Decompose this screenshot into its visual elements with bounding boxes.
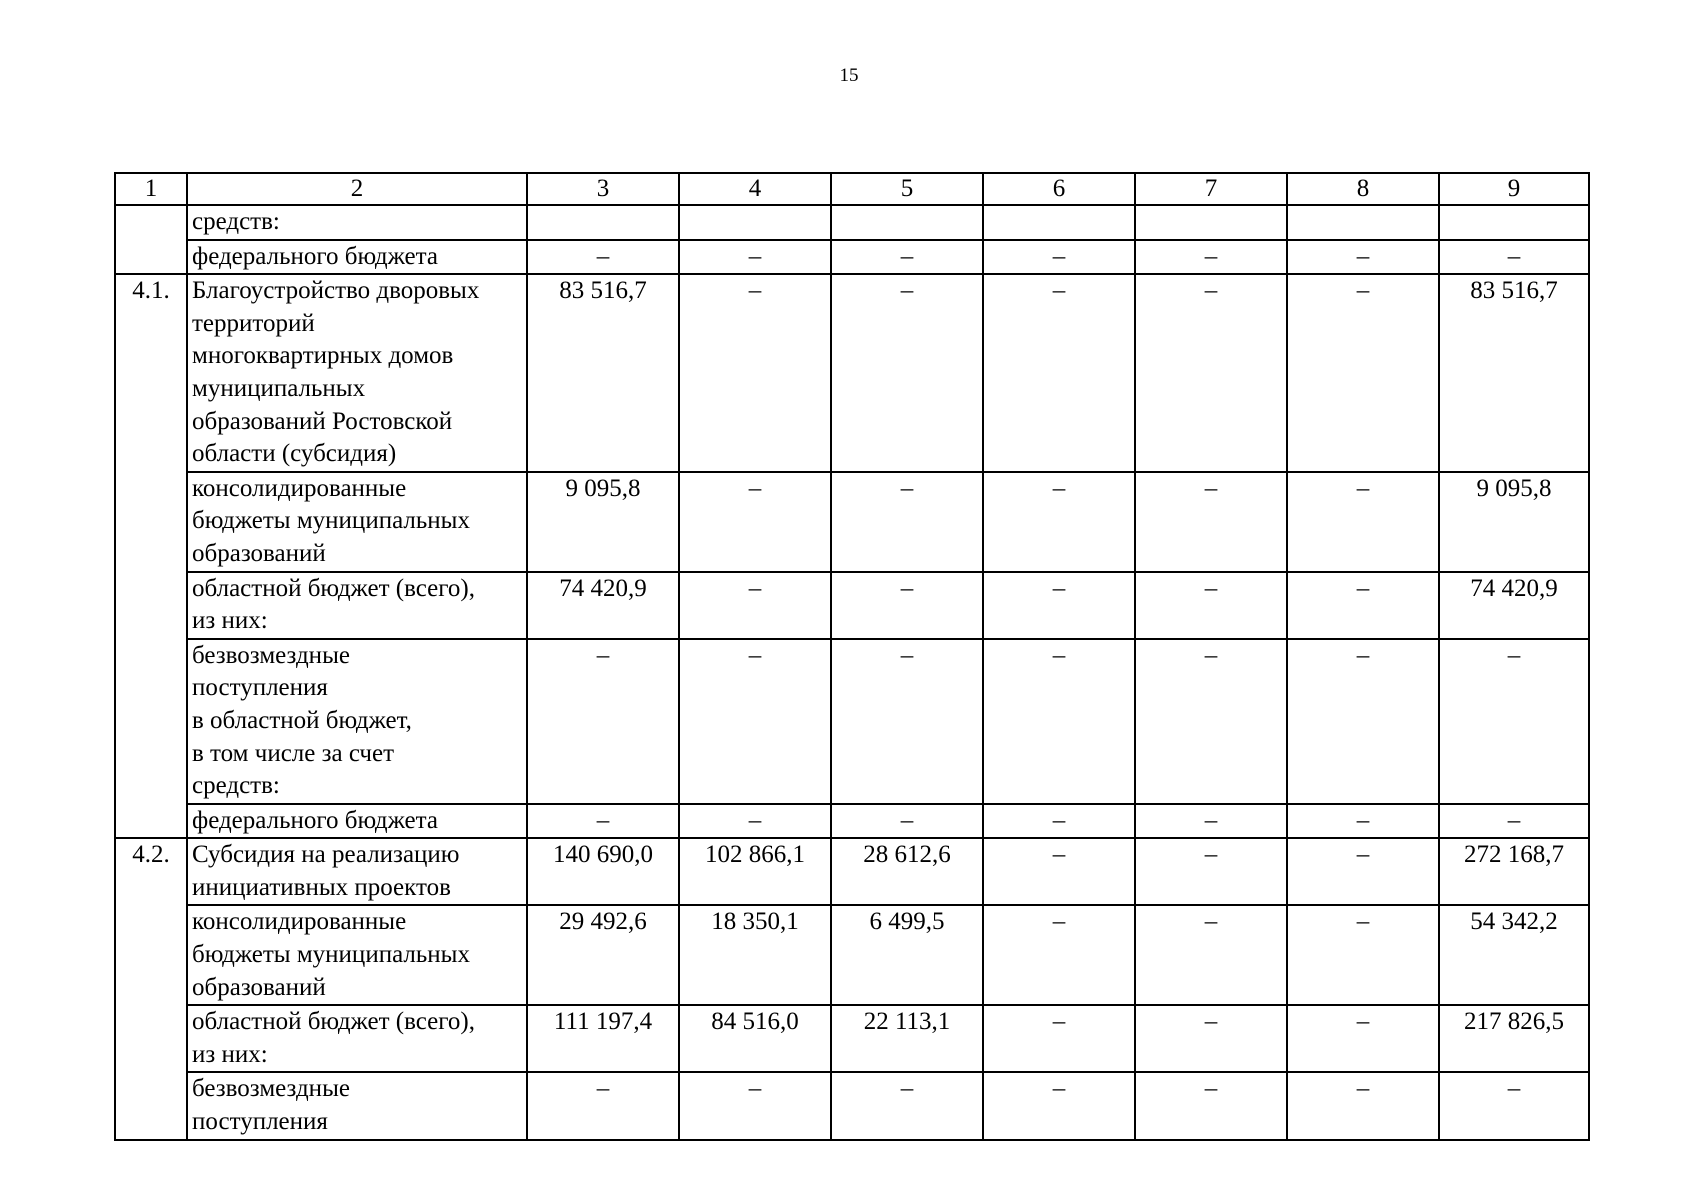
value-cell-col-5: –	[831, 240, 983, 275]
value-cell-col-5: –	[831, 572, 983, 639]
value-cell-col-5: –	[831, 472, 983, 572]
value-cell-col-8	[1287, 205, 1439, 240]
value-cell-col-4: –	[679, 472, 831, 572]
value-cell-col-5: –	[831, 639, 983, 804]
value-cell-col-3: –	[527, 639, 679, 804]
value-cell-col-9: –	[1439, 240, 1589, 275]
value-cell-col-7: –	[1135, 1072, 1287, 1139]
value-cell-col-9: –	[1439, 1072, 1589, 1139]
value-cell-col-3	[527, 205, 679, 240]
row-label-cell: областной бюджет (всего), из них:	[187, 1005, 527, 1072]
value-cell-col-8: –	[1287, 472, 1439, 572]
value-cell-col-8: –	[1287, 572, 1439, 639]
value-cell-col-9: 83 516,7	[1439, 274, 1589, 472]
value-cell-col-4: –	[679, 639, 831, 804]
value-cell-col-8: –	[1287, 1005, 1439, 1072]
table-row	[115, 639, 1589, 804]
value-cell-col-5	[831, 205, 983, 240]
value-cell-col-6: –	[983, 905, 1135, 1005]
value-cell-col-4: –	[679, 240, 831, 275]
value-cell-col-3: –	[527, 804, 679, 839]
column-header: 4	[679, 173, 831, 205]
value-cell-col-8: –	[1287, 639, 1439, 804]
value-cell-col-3: –	[527, 240, 679, 275]
row-label-cell: федерального бюджета	[187, 240, 527, 275]
value-cell-col-5: 22 113,1	[831, 1005, 983, 1072]
value-cell-col-8: –	[1287, 804, 1439, 839]
table-header-row	[115, 173, 1589, 205]
value-cell-col-5: –	[831, 274, 983, 472]
row-label-cell: консолидированные бюджеты муниципальных образований	[187, 905, 527, 1005]
value-cell-col-6: –	[983, 1072, 1135, 1139]
value-cell-col-9: –	[1439, 804, 1589, 839]
value-cell-col-7: –	[1135, 1005, 1287, 1072]
value-cell-col-3: 140 690,0	[527, 838, 679, 905]
row-label-cell: Субсидия на реализацию инициативных проектов	[187, 838, 527, 905]
value-cell-col-7: –	[1135, 240, 1287, 275]
value-cell-col-6: –	[983, 572, 1135, 639]
value-cell-col-6: –	[983, 804, 1135, 839]
value-cell-col-5: –	[831, 1072, 983, 1139]
item-number-cell: 4.1.	[115, 274, 187, 838]
value-cell-col-6: –	[983, 240, 1135, 275]
value-cell-col-6: –	[983, 1005, 1135, 1072]
column-header: 6	[983, 173, 1135, 205]
column-header: 2	[187, 173, 527, 205]
value-cell-col-8: –	[1287, 240, 1439, 275]
value-cell-col-7: –	[1135, 572, 1287, 639]
value-cell-col-6	[983, 205, 1135, 240]
column-header: 1	[115, 173, 187, 205]
table-row	[115, 804, 1589, 839]
table-row	[115, 905, 1589, 1005]
value-cell-col-9: 217 826,5	[1439, 1005, 1589, 1072]
value-cell-col-8: –	[1287, 905, 1439, 1005]
value-cell-col-7: –	[1135, 639, 1287, 804]
table-row	[115, 240, 1589, 275]
row-label-cell: областной бюджет (всего), из них:	[187, 572, 527, 639]
value-cell-col-7: –	[1135, 905, 1287, 1005]
row-label-cell: средств:	[187, 205, 527, 240]
value-cell-col-6: –	[983, 838, 1135, 905]
value-cell-col-7	[1135, 205, 1287, 240]
table-row	[115, 1072, 1589, 1139]
value-cell-col-4: 18 350,1	[679, 905, 831, 1005]
budget-table	[114, 172, 1590, 1141]
value-cell-col-6: –	[983, 274, 1135, 472]
table-row	[115, 572, 1589, 639]
value-cell-col-4: –	[679, 274, 831, 472]
value-cell-col-8: –	[1287, 838, 1439, 905]
row-label-cell: безвозмездные поступления	[187, 1072, 527, 1139]
value-cell-col-3: –	[527, 1072, 679, 1139]
column-header: 5	[831, 173, 983, 205]
value-cell-col-8: –	[1287, 274, 1439, 472]
value-cell-col-5: 6 499,5	[831, 905, 983, 1005]
value-cell-col-3: 9 095,8	[527, 472, 679, 572]
row-label-cell: Благоустройство дворовых территорий многоквартирных домов муниципальных образований Ростовской области (субсидия)	[187, 274, 527, 472]
column-header: 7	[1135, 173, 1287, 205]
row-label-cell: федерального бюджета	[187, 804, 527, 839]
value-cell-col-3: 111 197,4	[527, 1005, 679, 1072]
value-cell-col-7: –	[1135, 274, 1287, 472]
value-cell-col-7: –	[1135, 804, 1287, 839]
value-cell-col-4: 84 516,0	[679, 1005, 831, 1072]
page-number: 15	[839, 65, 859, 86]
table-row	[115, 205, 1589, 240]
value-cell-col-4: –	[679, 804, 831, 839]
value-cell-col-9: 74 420,9	[1439, 572, 1589, 639]
table-row	[115, 274, 1589, 472]
column-header: 8	[1287, 173, 1439, 205]
value-cell-col-6: –	[983, 639, 1135, 804]
value-cell-col-7: –	[1135, 472, 1287, 572]
row-label-cell: безвозмездные поступления в областной бюджет, в том числе за счет средств:	[187, 639, 527, 804]
value-cell-col-7: –	[1135, 838, 1287, 905]
value-cell-col-9: 272 168,7	[1439, 838, 1589, 905]
value-cell-col-4: –	[679, 1072, 831, 1139]
value-cell-col-3: 74 420,9	[527, 572, 679, 639]
value-cell-col-6: –	[983, 472, 1135, 572]
value-cell-col-4	[679, 205, 831, 240]
column-header: 9	[1439, 173, 1589, 205]
value-cell-col-9	[1439, 205, 1589, 240]
row-label-cell: консолидированные бюджеты муниципальных образований	[187, 472, 527, 572]
item-number-cell	[115, 205, 187, 274]
value-cell-col-9: 9 095,8	[1439, 472, 1589, 572]
column-header: 3	[527, 173, 679, 205]
value-cell-col-9: –	[1439, 639, 1589, 804]
value-cell-col-4: –	[679, 572, 831, 639]
table-row	[115, 1005, 1589, 1072]
value-cell-col-3: 29 492,6	[527, 905, 679, 1005]
value-cell-col-5: 28 612,6	[831, 838, 983, 905]
value-cell-col-5: –	[831, 804, 983, 839]
value-cell-col-4: 102 866,1	[679, 838, 831, 905]
table-row	[115, 838, 1589, 905]
value-cell-col-3: 83 516,7	[527, 274, 679, 472]
value-cell-col-8: –	[1287, 1072, 1439, 1139]
item-number-cell: 4.2.	[115, 838, 187, 1139]
table-row	[115, 472, 1589, 572]
value-cell-col-9: 54 342,2	[1439, 905, 1589, 1005]
